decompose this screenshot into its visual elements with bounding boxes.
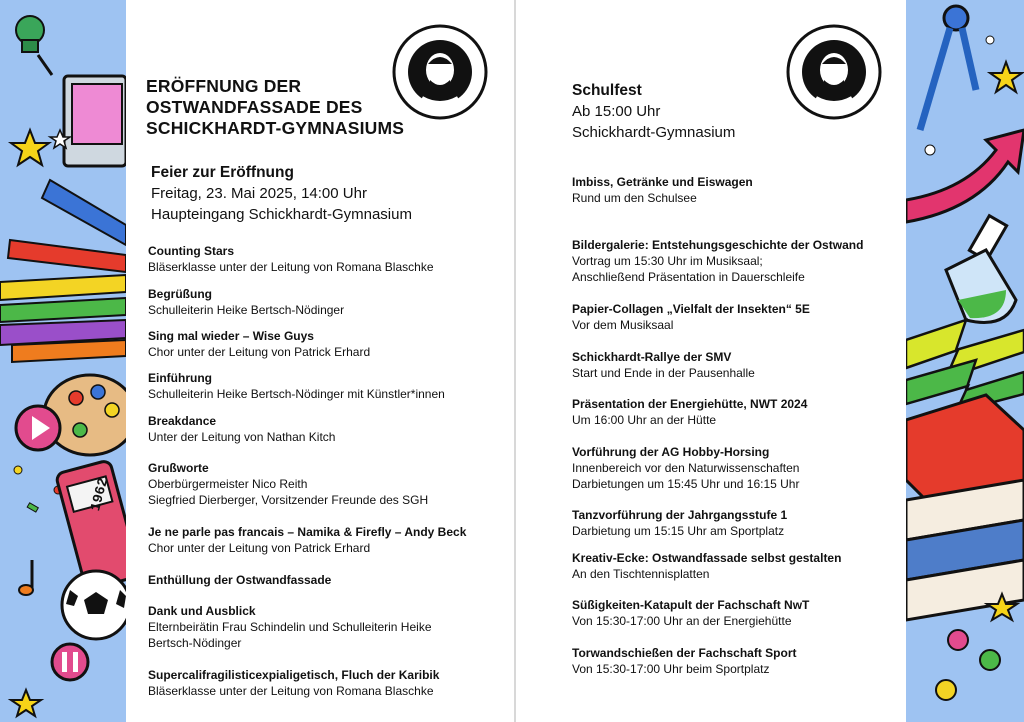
program-item (148, 286, 508, 318)
festival-item (572, 597, 932, 629)
program-item-description: Bläserklasse unter der Leitung von Romana Blaschke (148, 684, 434, 698)
program-item (148, 243, 508, 275)
program-item-title: Supercalifragilisticexpialigetisch, Fluch der Karibik (148, 668, 440, 682)
opening-ceremony-header (151, 162, 412, 225)
festival-item-description: Vortrag um 15:30 Uhr im Musiksaal; Anschließend Präsentation in Dauerschleife (572, 254, 805, 284)
festival-item-description: Um 16:00 Uhr an der Hütte (572, 413, 717, 427)
festival-item-title: Tanzvorführung der Jahrgangsstufe 1 (572, 508, 788, 522)
festival-item (572, 174, 932, 206)
arrow-illustration (906, 130, 1024, 222)
program-item-title: Enthüllung der Ostwandfassade (148, 573, 332, 587)
festival-item (572, 396, 932, 428)
program-item-title: Begrüßung (148, 287, 212, 301)
school-seal-logo-left (392, 24, 488, 120)
program-item (148, 603, 508, 651)
lab-flask-icon (946, 216, 1016, 323)
location-line: Haupteingang Schickhardt-Gymnasium (151, 206, 412, 223)
play-button-icon (16, 406, 60, 450)
program-item-description: Bläserklasse unter der Leitung von Romana Blaschke (148, 260, 434, 274)
festival-item (572, 550, 932, 582)
festival-item (572, 507, 932, 539)
calculator-display: 1962 (88, 476, 113, 514)
program-item-title: Grußworte (148, 461, 209, 475)
festival-item (572, 349, 932, 381)
program-item-title: Dank und Ausblick (148, 604, 256, 618)
program-item-title: Breakdance (148, 414, 217, 428)
festival-item-description: Vor dem Musiksaal (572, 318, 674, 332)
program-item (148, 370, 508, 402)
program-item (148, 328, 508, 360)
program-item (148, 667, 508, 699)
festival-item-title: Papier-Collagen „Vielfalt der Insekten“ 5E (572, 302, 810, 316)
program-item-title: Counting Stars (148, 244, 234, 258)
music-note-icon (19, 560, 33, 595)
festival-item-title: Imbiss, Getränke und Eiswagen (572, 175, 753, 189)
section-heading: Schulfest (572, 82, 642, 99)
program-item-title: Sing mal wieder – Wise Guys (148, 329, 314, 343)
festival-item-description: An den Tischtennisplatten (572, 567, 710, 581)
soccer-ball-icon (62, 571, 126, 639)
section-heading: Feier zur Eröffnung (151, 164, 294, 181)
festival-item-title: Bildergalerie: Entstehungsgeschichte der Ostwand (572, 238, 864, 252)
school-seal-logo-right (786, 24, 882, 120)
festival-item (572, 444, 932, 492)
program-item-description: Chor unter der Leitung von Patrick Erhard (148, 541, 371, 555)
program-item-description: Chor unter der Leitung von Patrick Erhard (148, 345, 371, 359)
books-stack-illustration (906, 395, 1024, 620)
right-decoration-strip (906, 0, 1024, 722)
drawing-compass-icon (920, 6, 976, 130)
program-item (148, 460, 508, 508)
time-line: Ab 15:00 Uhr (572, 103, 661, 120)
festival-item (572, 645, 932, 677)
festival-item-description: Von 15:30-17:00 Uhr beim Sportplatz (572, 662, 770, 676)
program-item-title: Je ne parle pas francais – Namika & Firefly – Andy Beck (148, 525, 467, 539)
festival-item-description: Von 15:30-17:00 Uhr an der Energiehütte (572, 614, 792, 628)
program-item-description: Schulleiterin Heike Bertsch-Nödinger (148, 303, 345, 317)
program-item-title: Einführung (148, 371, 212, 385)
colored-pencils-illustration (0, 180, 126, 362)
festival-item-title: Schickhardt-Rallye der SMV (572, 350, 732, 364)
festival-item-description: Innenbereich vor den Naturwissenschaften Darbietungen um 15:45 Uhr und 16:15 Uhr (572, 461, 800, 491)
festival-item-description: Darbietung um 15:15 Uhr am Sportplatz (572, 524, 785, 538)
pushpin-icon (936, 630, 1000, 700)
festival-item-description: Start und Ende in der Pausenhalle (572, 366, 755, 380)
pause-button-icon (52, 644, 88, 680)
festival-item (572, 301, 932, 333)
left-decoration-strip (0, 0, 126, 722)
festival-item-description: Rund um den Schulsee (572, 191, 697, 205)
program-item (148, 572, 508, 588)
event-title: ERÖFFNUNG DER OSTWANDFASSADE DES SCHICKHARDT-GYMNASIUMS (146, 76, 405, 138)
star-icon (990, 62, 1022, 92)
star-icon (11, 690, 41, 716)
festival-item-title: Torwandschießen der Fachschaft Sport (572, 646, 797, 660)
program-item (148, 413, 508, 445)
laptop-icon (64, 76, 126, 166)
location-line: Schickhardt-Gymnasium (572, 124, 736, 141)
festival-item-title: Vorführung der AG Hobby-Horsing (572, 445, 770, 459)
school-festival-header (572, 80, 735, 143)
festival-item-title: Präsentation der Energiehütte, NWT 2024 (572, 397, 808, 411)
date-line: Freitag, 23. Mai 2025, 14:00 Uhr (151, 185, 367, 202)
festival-item-title: Kreativ-Ecke: Ostwandfassade selbst gestalten (572, 551, 842, 565)
program-item (148, 524, 508, 556)
pushpin-icon (16, 16, 52, 75)
program-item-description: Schulleiterin Heike Bertsch-Nödinger mit Künstler*innen (148, 387, 445, 401)
star-icon (11, 130, 49, 165)
program-item-description: Elternbeirätin Frau Schindelin und Schulleiterin Heike Bertsch-Nödinger (148, 620, 432, 650)
program-item-description: Oberbürgermeister Nico Reith Siegfried Dierberger, Vorsitzender Freunde des SGH (148, 477, 429, 507)
festival-item (572, 237, 932, 285)
program-item-description: Unter der Leitung von Nathan Kitch (148, 430, 336, 444)
festival-item-title: Süßigkeiten-Katapult der Fachschaft NwT (572, 598, 810, 612)
lightning-bolt-illustration (906, 320, 1024, 412)
